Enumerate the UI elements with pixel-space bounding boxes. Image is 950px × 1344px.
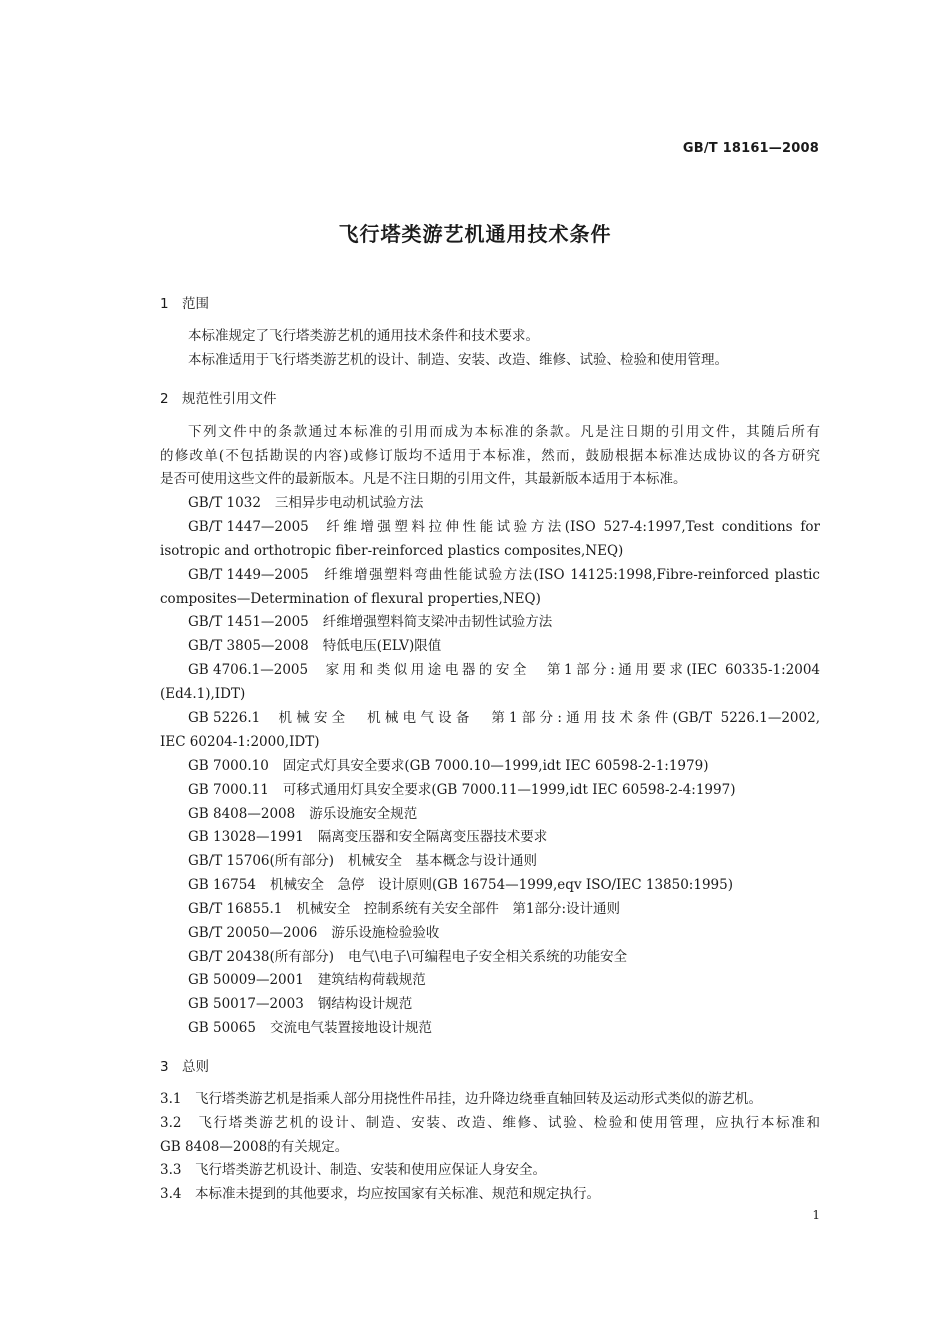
reference-code: GB 13028—1991: [188, 829, 304, 845]
reference-item: [188, 757, 820, 775]
paragraph: 是否可使用这些文件的最新版本。凡是不注日期的引用文件，其最新版本适用于本标准。: [160, 471, 687, 487]
reference-item: [188, 494, 820, 512]
reference-item: [188, 948, 820, 966]
reference-code: GB 4706.1—2005: [188, 662, 309, 678]
clause: 3.1 飞行塔类游艺机是指乘人部分用挠性件吊挂，边升降边绕垂直轴回转及运动形式类似的游艺机。: [160, 1091, 762, 1107]
reference-code: GB/T 20438(所有部分): [188, 949, 335, 965]
reference-title: 游乐设施检验验收: [331, 925, 440, 941]
section-heading-1: [160, 292, 209, 312]
reference-title: 交流电气装置接地设计规范: [269, 1020, 432, 1036]
reference-item: [188, 995, 820, 1013]
reference-item: [188, 1019, 820, 1037]
reference-item: [188, 637, 820, 655]
paragraph: 本标准规定了飞行塔类游艺机的通用技术条件和技术要求。: [188, 328, 539, 344]
reference-continuation: isotropic and orthotropic fiber-reinforced plastics composites,NEQ): [160, 543, 624, 559]
reference-title: 可移式通用灯具安全要求(GB 7000.11—1999,idt IEC 60598-2-4:1997): [282, 782, 736, 798]
reference-title: 机械安全 急停 设计原则(GB 16754—1999,eqv ISO/IEC 13850:1995): [269, 877, 733, 893]
reference-title: 机械安全 基本概念与设计通则: [348, 853, 538, 869]
reference-title: 建筑结构荷载规范: [317, 972, 426, 988]
reference-continuation: IEC 60204-1:2000,IDT): [160, 734, 320, 750]
reference-item: [188, 924, 820, 942]
reference-title: 纤维增强塑料简支梁冲击韧性试验方法: [322, 614, 553, 630]
page-number: 1: [812, 1208, 820, 1222]
document-title: 飞行塔类游艺机通用技术条件: [338, 222, 612, 246]
clause: 3.4 本标准未提到的其他要求，均应按国家有关标准、规范和规定执行。: [160, 1186, 600, 1202]
reference-code: GB 50065: [188, 1020, 256, 1036]
reference-continuation: (Ed4.1),IDT): [160, 686, 246, 702]
section-heading-3: [160, 1055, 209, 1075]
reference-code: GB/T 16855.1: [188, 901, 283, 917]
reference-title: 隔离变压器和安全隔离变压器技术要求: [317, 829, 548, 845]
reference-code: GB/T 1451—2005: [188, 614, 309, 630]
section-title: 总则: [182, 1059, 209, 1075]
reference-item: [188, 828, 820, 846]
clause-continuation: GB 8408—2008的有关规定。: [160, 1139, 349, 1155]
section-number: 2: [160, 391, 169, 407]
section-number: 1: [160, 296, 169, 312]
reference-item: [188, 971, 820, 989]
reference-title: 纤维增强塑料拉伸性能试验方法(ISO 527-4:1997,Test conditions for: [322, 519, 820, 535]
reference-item: [188, 661, 820, 679]
reference-item: [188, 566, 820, 584]
clause: 3.2 飞行塔类游艺机的设计、制造、安装、改造、维修、试验、检验和使用管理，应执行本标准和: [160, 1115, 820, 1131]
reference-item: [188, 709, 820, 727]
reference-code: GB/T 20050—2006: [188, 925, 318, 941]
paragraph: 的修改单(不包括勘误的内容)或修订版均不适用于本标准，然而，鼓励根据本标准达成协议的各方研究: [160, 448, 820, 464]
reference-code: GB/T 15706(所有部分): [188, 853, 335, 869]
reference-item: [188, 876, 820, 894]
reference-item: [188, 781, 820, 799]
section-number: 3: [160, 1059, 169, 1075]
reference-title: 固定式灯具安全要求(GB 7000.10—1999,idt IEC 60598-2-1:1979): [282, 758, 709, 774]
paragraph: 本标准适用于飞行塔类游艺机的设计、制造、安装、改造、维修、试验、检验和使用管理。: [188, 352, 728, 368]
reference-code: GB 50017—2003: [188, 996, 304, 1012]
reference-code: GB 8408—2008: [188, 806, 296, 822]
reference-title: 游乐设施安全规范: [309, 806, 418, 822]
reference-code: GB/T 1447—2005: [188, 519, 309, 535]
reference-code: GB/T 3805—2008: [188, 638, 309, 654]
reference-title: 特低电压(ELV)限值: [322, 638, 442, 654]
section-title: 规范性引用文件: [182, 391, 277, 407]
reference-title: 钢结构设计规范: [317, 996, 413, 1012]
standard-code: GB/T 18161—2008: [682, 141, 819, 156]
reference-code: GB 16754: [188, 877, 256, 893]
reference-title: 纤维增强塑料弯曲性能试验方法(ISO 14125:1998,Fibre-reinforced plastic: [322, 567, 820, 583]
reference-code: GB 50009—2001: [188, 972, 304, 988]
reference-code: GB/T 1449—2005: [188, 567, 309, 583]
reference-code: GB/T 1032: [188, 495, 261, 511]
reference-title: 三相异步电动机试验方法: [274, 495, 424, 511]
reference-continuation: composites—Determination of flexural properties,NEQ): [160, 591, 541, 607]
reference-item: [188, 900, 820, 918]
reference-title: 家用和类似用途电器的安全 第1部分:通用要求(IEC 60335-1:2004: [322, 662, 820, 678]
reference-item: [188, 805, 820, 823]
reference-title: 机械安全 机械电气设备 第1部分:通用技术条件(GB/T 5226.1—2002,: [274, 710, 820, 726]
reference-code: GB 5226.1: [188, 710, 261, 726]
reference-title: 机械安全 控制系统有关安全部件 第1部分:设计通则: [296, 901, 621, 917]
reference-item: [188, 852, 820, 870]
clause: 3.3 飞行塔类游艺机设计、制造、安装和使用应保证人身安全。: [160, 1162, 546, 1178]
reference-item: [188, 518, 820, 536]
reference-item: [188, 613, 820, 631]
section-title: 范围: [182, 296, 209, 312]
section-heading-2: [160, 387, 277, 407]
reference-code: GB 7000.10: [188, 758, 269, 774]
paragraph: 下列文件中的条款通过本标准的引用而成为本标准的条款。凡是注日期的引用文件，其随后所有: [188, 424, 820, 440]
reference-title: 电气\电子\可编程电子安全相关系统的功能安全: [348, 949, 628, 965]
reference-code: GB 7000.11: [188, 782, 269, 798]
